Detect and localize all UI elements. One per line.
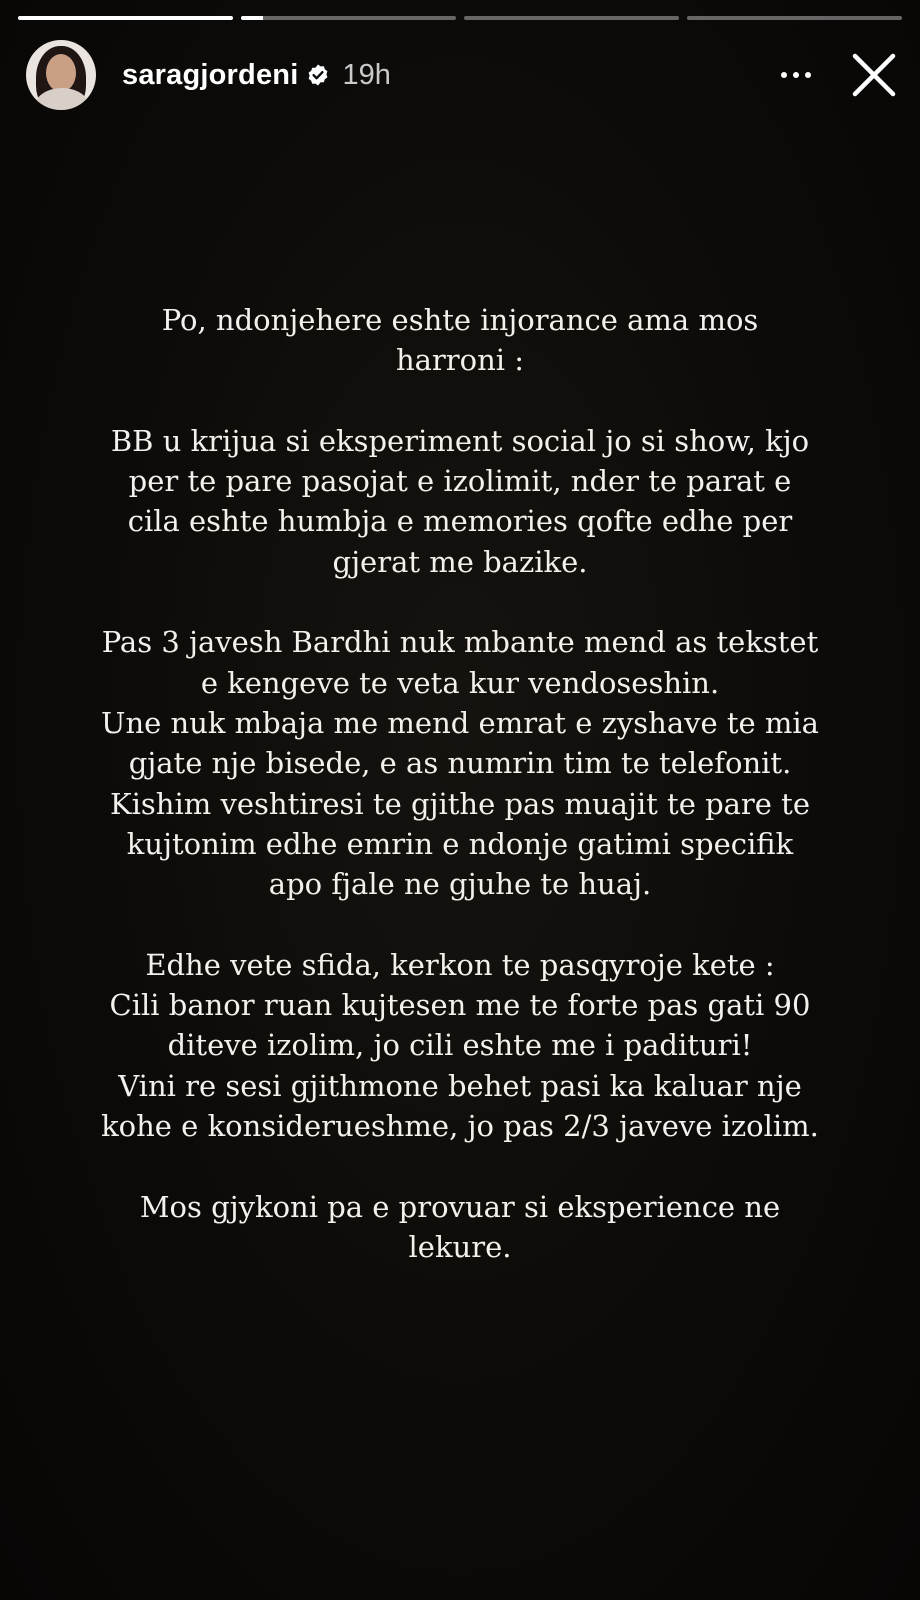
avatar[interactable] [26, 40, 96, 110]
progress-segment-3 [464, 16, 679, 20]
story-paragraph: Mos gjykoni pa e provuar si eksperience ne lekure. [139, 1189, 781, 1264]
story-paragraph: Pas 3 javesh Bardhi nuk mbante mend as tekstet e kengeve te veta kur vendoseshin. Une nuk mbaja me mend emrat e zyshave te mia gjate nje bisede, e as numrin tim te telefonit. Kishim veshtiresi te gjithe pas muajit te pare te kujtonim edhe emrin e ndonje gatimi specifik apo fjale ne gjuhe te huaj. [101, 625, 819, 902]
progress-segment-2 [241, 16, 456, 20]
story-paragraph: BB u krijua si eksperiment social jo si show, kjo per te pare pasojat e izolimit, nder te parat e cila eshte humbja e memories qofte edhe per gjerat me bazike. [110, 423, 810, 579]
close-icon [850, 51, 898, 99]
progress-segment-1 [18, 16, 233, 20]
story-paragraph: Edhe vete sfida, kerkon te pasqyroje kete : Cili banor ruan kujtesen me te forte pas gati 90 diteve izolim, jo cili eshte me i padituri! Vini re sesi gjithmone behet pasi ka kaluar nje kohe e konsiderueshme, jo pas 2/3 javeve izolim. [101, 947, 819, 1143]
verified-badge-icon [306, 63, 330, 87]
close-button[interactable] [850, 51, 898, 99]
story-paragraph: Po, ndonjehere eshte injorance ama mos harroni : [161, 303, 759, 378]
story-progress-bar [18, 16, 902, 20]
story-timestamp: 19h [342, 58, 391, 91]
story-text-content [50, 300, 870, 1307]
more-options-button[interactable] [774, 53, 818, 97]
progress-segment-4 [687, 16, 902, 20]
story-header [26, 38, 898, 112]
username[interactable]: saragjordeni [122, 58, 299, 91]
more-options-icon [781, 72, 787, 78]
